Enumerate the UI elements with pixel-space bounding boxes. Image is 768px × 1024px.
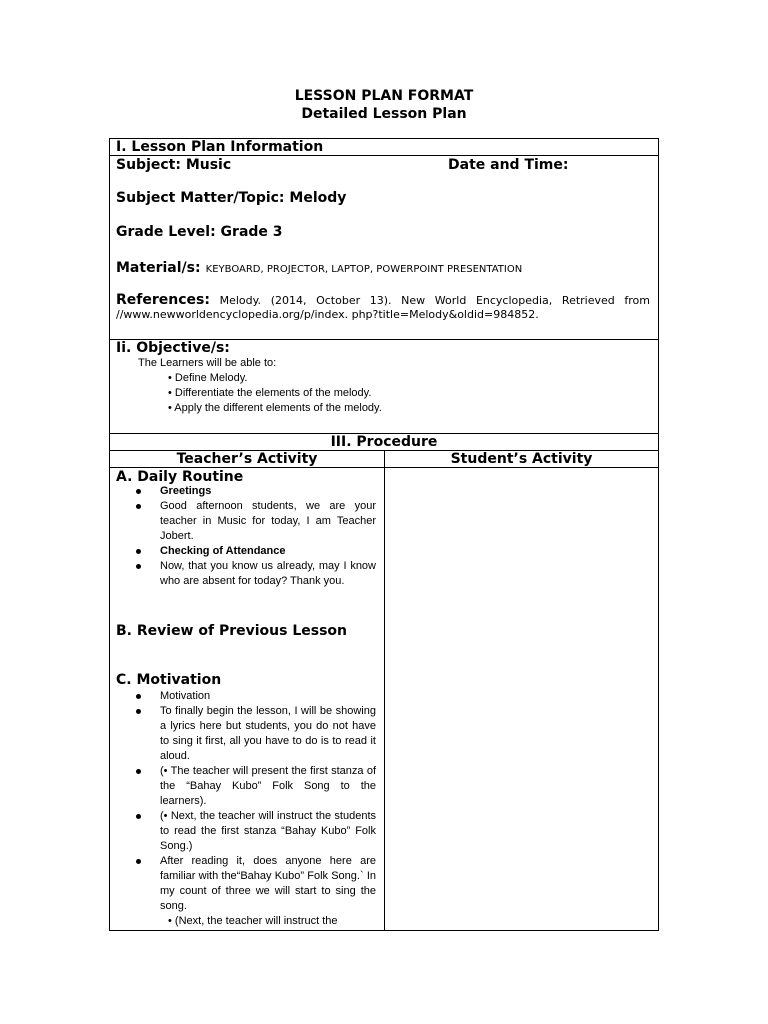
list-item: Now, that you know us already, may I know who are absent for today? Thank you. <box>160 560 376 587</box>
bullet-icon <box>136 709 141 714</box>
student-activity-header: Student’s Activity <box>450 451 593 467</box>
objectives-intro: The Learners will be able to: <box>138 357 277 369</box>
references-field <box>116 292 650 322</box>
bullet-icon <box>136 504 141 509</box>
section-1-heading: I. Lesson Plan Information <box>116 139 324 155</box>
motivation-heading: C. Motivation <box>116 672 222 688</box>
section-3-heading: III. Procedure <box>330 434 438 450</box>
bullet-icon <box>136 769 141 774</box>
list-item: Good afternoon students, we are your teacher in Music for today, I am Teacher Jobert. <box>160 500 376 542</box>
bullet-icon <box>136 549 141 554</box>
bullet-icon <box>136 814 141 819</box>
daily-routine-heading: A. Daily Routine <box>116 469 244 485</box>
grade-level-field: Grade Level: Grade 3 <box>116 224 283 240</box>
divider <box>110 155 658 156</box>
materials-field <box>116 257 522 276</box>
divider <box>110 467 658 468</box>
references-value: Melody. (2014, October 13). New World Encyclopedia, Retrieved from //www.newworldencyclopedia.org/p/index. php?title=Melody&oldid=984852. <box>116 294 650 321</box>
list-item: (• Next, the teacher will instruct the students to read the first stanza “Bahay Kubo” Folk Song.) <box>160 810 376 852</box>
bullet-icon <box>136 489 141 494</box>
objective-item: • Define Melody. <box>168 372 248 384</box>
objective-item: • Apply the different elements of the melody. <box>168 402 382 414</box>
date-time-field: Date and Time: <box>448 157 569 173</box>
list-item: Greetings <box>160 485 212 497</box>
bullet-icon <box>136 564 141 569</box>
list-item: (• The teacher will present the first stanza of the “Bahay Kubo” Folk Song to the learners). <box>160 765 376 807</box>
document-subtitle: Detailed Lesson Plan <box>301 106 467 122</box>
objective-item: • Differentiate the elements of the melody. <box>168 387 372 399</box>
subject-field: Subject: Music <box>116 157 232 173</box>
materials-label: Material/s: <box>116 260 201 276</box>
topic-field: Subject Matter/Topic: Melody <box>116 190 347 206</box>
sub-list-item: • (Next, the teacher will instruct the <box>168 915 338 927</box>
review-heading: B. Review of Previous Lesson <box>116 623 347 639</box>
list-item: Checking of Attendance <box>160 545 286 557</box>
section-2-heading: Ii. Objective/s: <box>116 340 230 356</box>
bullet-icon <box>136 859 141 864</box>
document-header <box>0 87 768 123</box>
list-item: After reading it, does anyone here are familiar with the“Bahay Kubo” Folk Song.` In my count of three we will start to sing the song. <box>160 855 376 912</box>
column-divider <box>384 450 385 931</box>
teacher-activity-header: Teacher’s Activity <box>176 451 318 467</box>
lesson-plan-table <box>109 138 659 931</box>
document-title: LESSON PLAN FORMAT <box>294 88 474 104</box>
materials-value: KEYBOARD, PROJECTOR, LAPTOP, POWERPOINT PRESENTATION <box>205 264 523 275</box>
references-label: References: <box>116 292 210 308</box>
list-item: To finally begin the lesson, I will be showing a lyrics here but students, you do not have to sing it first, all you have to do is to read it aloud. <box>160 705 376 762</box>
list-item: Motivation <box>160 690 211 702</box>
bullet-icon <box>136 694 141 699</box>
